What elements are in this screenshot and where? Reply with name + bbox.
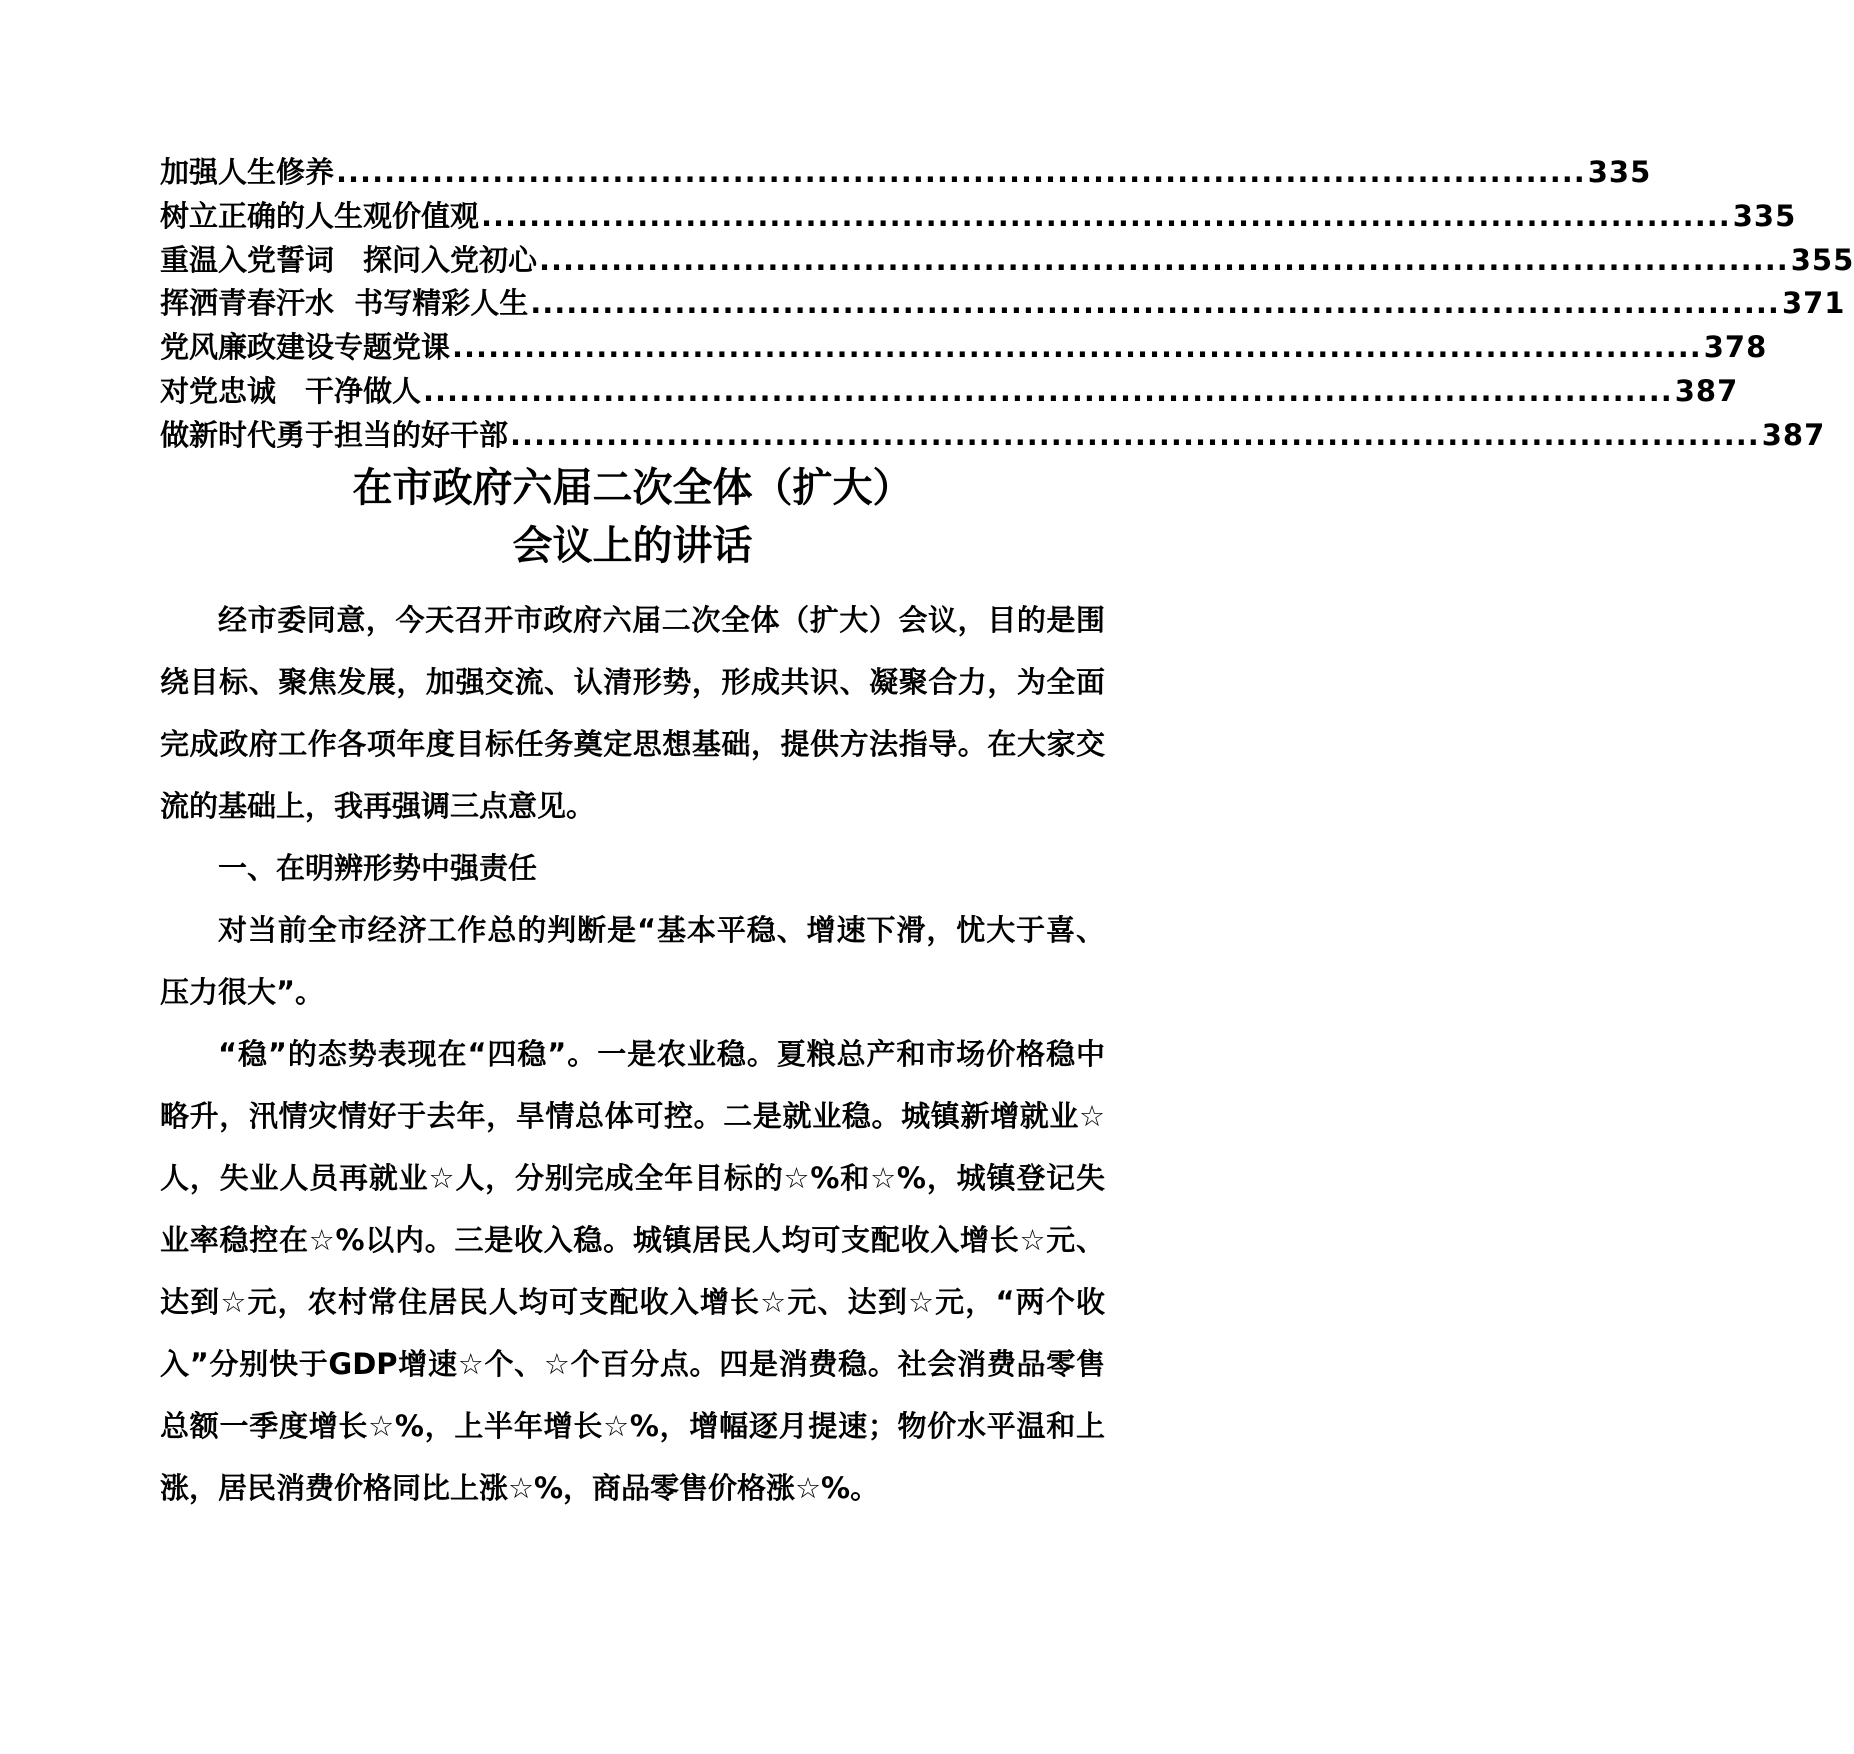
toc-entry-title: 加强人生修养 [160, 155, 335, 189]
speech-title [160, 459, 1105, 575]
toc-entry-page: 387 [1674, 373, 1739, 408]
section-heading: 一、在明辨形势中强责任 [218, 850, 538, 885]
toc-leader-dots: ........................................................................................................ [510, 417, 1760, 452]
toc-entry [160, 281, 1846, 325]
stability-paragraph: “稳”的态势表现在“四稳”。一是农业稳。夏粮总产和市场价格稳中略升，汛情灾情好于去年，旱情总体可控。二是就业稳。城镇新增就业☆人，失业人员再就业☆人，分别完成全年目标的☆%和☆%，城镇登记失业率稳控在☆%以内。三是收入稳。城镇居民人均可支配收入增长☆元、达到☆元，农村常住居民人均可支配收入增长☆元、达到☆元，“两个收入”分别快于GDP增速☆个、☆个百分点。四是消费稳。社会消费品零售总额一季度增长☆%，上半年增长☆%，增幅逐月提速；物价水平温和上涨，居民消费价格同比上涨☆%，商品零售价格涨☆%。 [160, 1036, 1105, 1505]
speech-title-line-1: 在市政府六届二次全体（扩大） [352, 464, 913, 511]
toc-entry-page: 378 [1703, 330, 1768, 365]
speech-body [160, 589, 1105, 1519]
toc-entry [160, 150, 1652, 194]
toc-entry [160, 413, 1826, 457]
toc-entry-title: 挥洒青春汗水 书写精彩人生 [160, 286, 529, 321]
toc-leader-dots: ........................................................................................................ [530, 286, 1780, 321]
toc-entry [160, 194, 1797, 238]
toc-entry-page: 335 [1732, 198, 1797, 233]
intro-paragraph: 经市委同意，今天召开市政府六届二次全体（扩大）会议，目的是围绕目标、聚焦发展，加强交流、认清形势，形成共识、凝聚合力，为全面完成政府工作各项年度目标任务奠定思想基础，提供方法指导。在大家交流的基础上，我再强调三点意见。 [160, 602, 1105, 823]
toc-entry-page: 355 [1790, 242, 1854, 277]
toc-entry-page: 387 [1761, 417, 1826, 452]
toc-leader-dots: ........................................................................................................ [539, 242, 1789, 277]
toc-entry-title: 树立正确的人生观价值观 [160, 198, 480, 233]
toc-entry [160, 238, 1854, 282]
toc-entry-title: 对党忠诚 干净做人 [160, 373, 422, 408]
toc-entry-title: 做新时代勇于担当的好干部 [160, 417, 509, 452]
table-of-contents [160, 150, 1854, 457]
judgment-paragraph: 对当前全市经济工作总的判断是“基本平稳、增速下滑，忧大于喜、压力很大”。 [160, 912, 1105, 1009]
toc-leader-dots: ........................................................................................................ [336, 155, 1586, 189]
toc-entry-title: 党风廉政建设专题党课 [160, 330, 451, 365]
toc-entry-title: 重温入党誓词 探问入党初心 [160, 242, 538, 277]
toc-leader-dots: ........................................................................................................ [423, 373, 1673, 408]
toc-entry-page: 371 [1781, 286, 1846, 321]
document-page [160, 150, 1854, 1519]
toc-entry [160, 369, 1739, 413]
toc-leader-dots: ........................................................................................................ [452, 330, 1702, 365]
toc-leader-dots: ........................................................................................................ [481, 198, 1731, 233]
toc-entry [160, 325, 1768, 369]
toc-entry-page: 335 [1587, 155, 1652, 189]
speech-title-line-2: 会议上的讲话 [512, 522, 753, 569]
